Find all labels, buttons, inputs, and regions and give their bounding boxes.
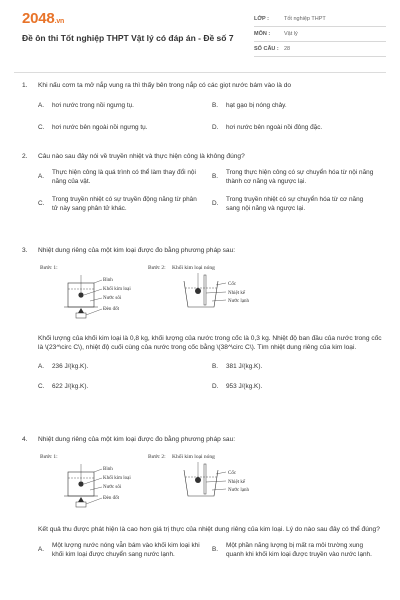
meta-value: 28 xyxy=(284,46,291,52)
option-letter: D. xyxy=(212,382,219,390)
option-d[interactable] xyxy=(212,383,386,392)
label-den-dot: Đèn đốt xyxy=(103,307,119,312)
option-text: Một lượng nước nóng vẫn bám vào khối kim loại khi khối kim loại được chuyển sang nước lạnh. xyxy=(52,542,200,558)
option-text: hơi nước bên ngoài nồi ngưng tụ. xyxy=(52,123,148,131)
option-letter: A. xyxy=(38,546,45,554)
label-coc: Cốc xyxy=(228,471,237,476)
option-letter: D. xyxy=(212,200,219,208)
label-nuoc-soi: Nước sôi xyxy=(103,485,122,490)
label-den-dot: Đèn đốt xyxy=(103,496,119,501)
calorimetry-diagram xyxy=(38,450,278,516)
label-nhiet-ke: Nhiệt kế xyxy=(228,291,246,296)
option-letter: C. xyxy=(38,200,45,208)
option-b[interactable] xyxy=(212,169,386,186)
label-khoi-kim-loai: Khối kim loại xyxy=(103,287,131,292)
option-letter: A. xyxy=(38,363,45,371)
option-text: Trong thực hiện công có sự chuyển hóa từ nội năng thành cơ năng và ngược lại. xyxy=(226,169,374,185)
label-nuoc-lanh: Nước lạnh xyxy=(228,299,250,304)
meta-label: LỚP : xyxy=(254,16,269,22)
label-binh: Bình xyxy=(103,278,113,283)
meta-value: Tốt nghiệp THPT xyxy=(284,16,326,22)
logo-main: 2048 xyxy=(22,10,55,27)
question-text: Câu nào sau đây nói về truyền nhiệt và thực hiện công là không đúng? xyxy=(38,153,245,160)
option-letter: C. xyxy=(38,123,45,131)
option-text: 236 J/(kg.K). xyxy=(52,363,89,371)
option-text: Thực hiện công là quá trình có thể làm thay đổi nội năng của vật. xyxy=(52,169,196,185)
label-nuoc-lanh: Nước lạnh xyxy=(228,488,250,493)
label-nuoc-soi: Nước sôi xyxy=(103,296,122,301)
option-a[interactable] xyxy=(38,102,212,111)
label-coc: Cốc xyxy=(228,282,237,287)
question-body: Kết quả thu được phát hiện là cao hơn giá trị thực của nhiệt dung riêng của kim loại. Lý do nào sau đây có thể đúng? xyxy=(38,526,380,533)
label-nhiet-ke: Nhiệt kế xyxy=(228,480,246,485)
option-text: 381 J/(kg.K). xyxy=(226,363,263,371)
answer-options xyxy=(38,102,386,132)
question-1 xyxy=(22,81,386,132)
option-letter: B. xyxy=(212,546,219,554)
meta-label: SỐ CÂU : xyxy=(254,46,279,52)
page-header xyxy=(0,0,400,72)
header-divider xyxy=(14,72,386,73)
page-title: Đề ôn thi Tốt nghiệp THPT Vật lý có đáp án - Đề số 7 xyxy=(22,33,234,43)
meta-row-subject xyxy=(254,27,386,42)
option-c[interactable] xyxy=(38,196,212,213)
step2-title: Khối kim loại nóng xyxy=(172,454,215,460)
exam-meta xyxy=(254,12,386,57)
option-b[interactable] xyxy=(212,542,386,559)
label-khoi-kim-loai: Khối kim loại xyxy=(103,476,131,481)
option-text: 953 J/(kg.K). xyxy=(226,382,263,390)
meta-row-class xyxy=(254,12,386,27)
option-letter: A. xyxy=(38,102,45,109)
option-letter: B. xyxy=(212,363,219,371)
option-b[interactable] xyxy=(212,363,386,372)
option-letter: D. xyxy=(212,123,219,131)
meta-value: Vật lý xyxy=(284,31,298,37)
option-c[interactable] xyxy=(38,383,212,392)
question-number: 2. xyxy=(22,153,28,160)
step1-label: Bước 1: xyxy=(40,454,58,460)
option-text: Một phần năng lượng bị mất ra môi trường xung quanh khi khối kim loại được truyền vào nước lạnh. xyxy=(226,542,372,558)
option-a[interactable] xyxy=(38,542,212,559)
experiment-figure xyxy=(38,261,386,332)
meta-label: MÔN : xyxy=(254,31,271,37)
question-2 xyxy=(22,152,386,213)
logo-sub: .vn xyxy=(54,18,65,25)
answer-options xyxy=(38,542,386,559)
answer-options xyxy=(38,363,386,391)
step2-label: Bước 2: xyxy=(148,265,166,271)
option-c[interactable] xyxy=(38,124,212,133)
meta-row-count xyxy=(254,42,386,57)
option-d[interactable] xyxy=(212,196,386,213)
option-text: hơi nước trong nồi ngưng tụ. xyxy=(52,102,134,109)
question-body: Khối lượng của khối kim loại là 0,8 kg, khối lượng của nước trong cốc là 0,3 kg. Nhiệt độ ban đầu của nước trong cốc là \(23^\circ C\), nhiệt độ cuối cùng của nước trong cốc bằng \(38^\circ C\). Tìm nhiệt dung riêng của kim loại. xyxy=(38,335,382,352)
option-letter: B. xyxy=(212,102,219,109)
question-3 xyxy=(22,246,386,391)
question-number: 3. xyxy=(22,247,28,254)
option-text: hạt gạo bị nóng chảy. xyxy=(226,102,287,109)
experiment-figure xyxy=(38,450,386,521)
step2-label: Bước 2: xyxy=(148,454,166,460)
option-a[interactable] xyxy=(38,363,212,372)
option-text: Trong truyền nhiệt có sự chuyển hóa từ cơ năng sang nội năng và ngược lại. xyxy=(226,196,364,212)
answer-options xyxy=(38,169,386,213)
calorimetry-diagram xyxy=(38,261,278,327)
step1-label: Bước 1: xyxy=(40,265,58,271)
question-number: 1. xyxy=(22,82,28,89)
option-a[interactable] xyxy=(38,169,212,186)
question-text: Khi nấu cơm ta mở nắp vung ra thì thấy bên trong nắp có các giọt nước bám vào là do xyxy=(38,82,292,89)
option-letter: A. xyxy=(38,173,45,181)
option-text: hơi nước bên ngoài nồi đông đặc. xyxy=(226,123,323,131)
step2-title: Khối kim loại nóng xyxy=(172,265,215,271)
option-letter: C. xyxy=(38,382,45,390)
option-letter: B. xyxy=(212,173,219,181)
label-binh: Bình xyxy=(103,467,113,472)
question-number: 4. xyxy=(22,436,28,443)
question-text: Nhiệt dung riêng của một kim loại được đo bằng phương pháp sau: xyxy=(38,436,236,443)
option-b[interactable] xyxy=(212,102,386,111)
option-d[interactable] xyxy=(212,124,386,133)
option-text: 622 J/(kg.K). xyxy=(52,382,89,390)
question-text: Nhiệt dung riêng của một kim loại được đo bằng phương pháp sau: xyxy=(38,247,236,254)
option-text: Trong truyền nhiệt có sự truyền động năng từ phân tử này sang phân tử khác. xyxy=(52,196,197,212)
question-4 xyxy=(22,435,386,559)
